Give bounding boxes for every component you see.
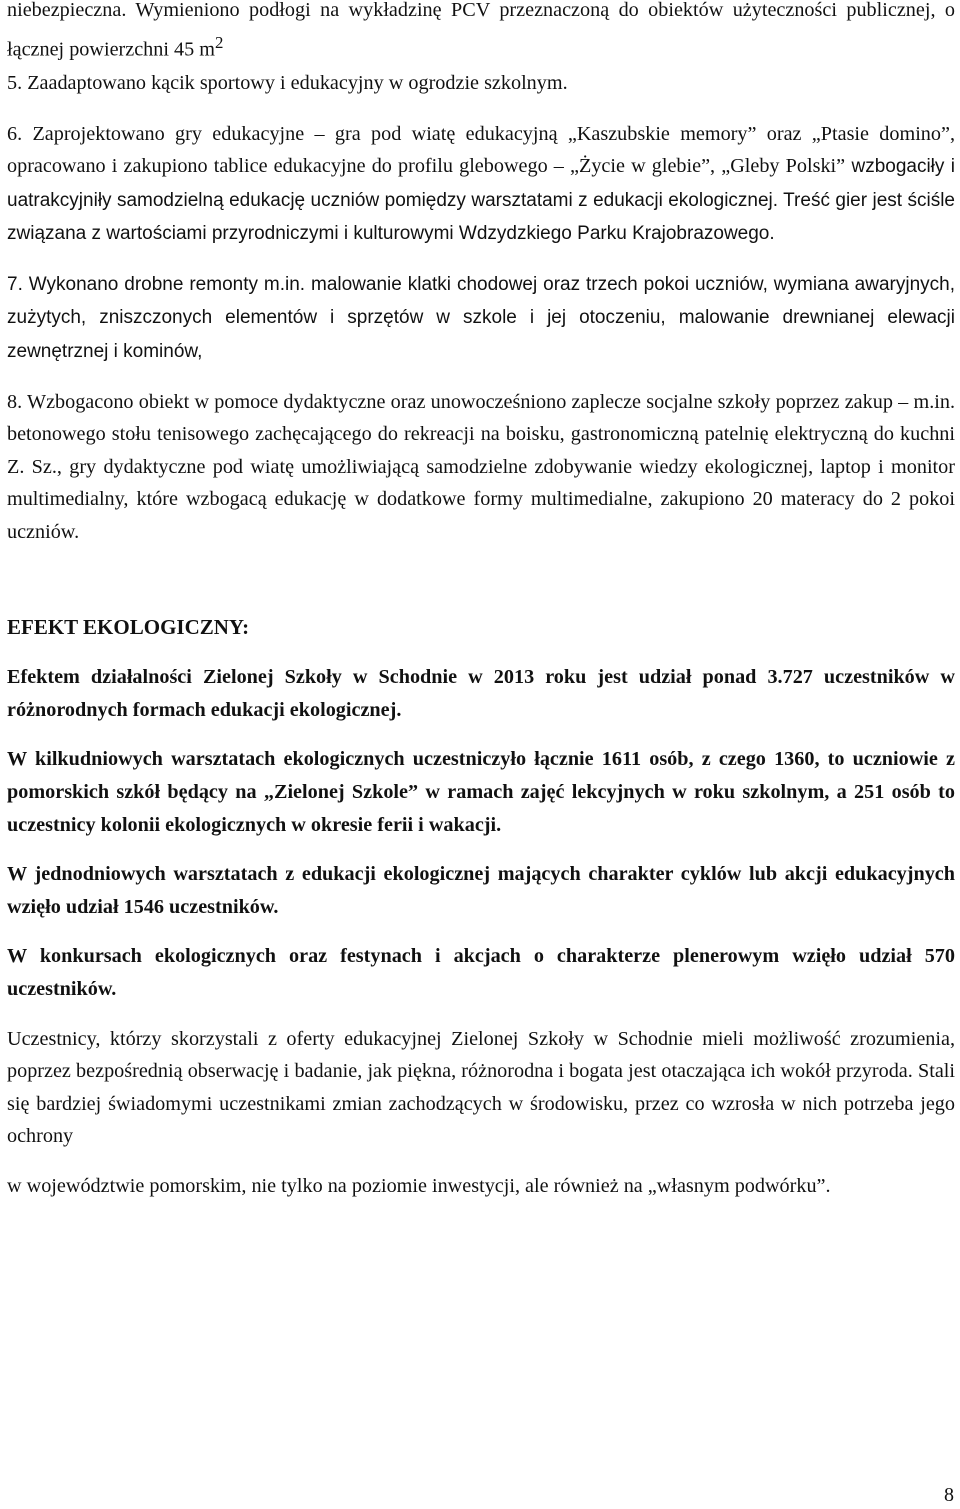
paragraph-item-6 bbox=[7, 118, 955, 251]
paragraph-participants-awareness bbox=[7, 1023, 955, 1153]
paragraph-intro bbox=[7, 0, 955, 66]
section-heading-eco-effect bbox=[7, 611, 955, 644]
paragraph-item-8 bbox=[7, 386, 955, 549]
text-run: W kilkudniowych warsztatach ekologicznych uczestniczyło łącznie 1611 osób, z czego 1360, to uczniowie z pomorskich szkół będący na „Zielonej Szkole” w ramach zajęć lekcyjnych w roku szkolnym, a 251 osób to uczestnicy kolonii ekologicznych w okresie ferii i wakacji. bbox=[7, 748, 955, 836]
page-number: 8 bbox=[944, 1484, 954, 1506]
text-run: 7. Wykonano drobne remonty m.in. bbox=[7, 273, 306, 295]
paragraph-eco-summary bbox=[7, 661, 955, 726]
text-run: Stali się bardziej świadomymi uczestnikami zmian zachodzących w środowisku, przez co wzrosła w nich potrzeba jego ochrony bbox=[7, 1060, 955, 1148]
paragraph-one-day-workshops bbox=[7, 858, 955, 923]
text-run: EFEKT EKOLOGICZNY: bbox=[7, 614, 250, 639]
text-run: W konkursach ekologicznych oraz festynach i akcjach o charakterze plenerowym wzięło udział 570 uczestników. bbox=[7, 945, 955, 1000]
text-run: wzbogaciły i uatrakcyjniły samodzielną edukację uczniów pomiędzy warsztatami z edukacji ekologicznej. bbox=[7, 156, 955, 211]
text-run: Efektem działalności Zielonej Szkoły w Schodnie w 2013 roku jest udział ponad 3.727 uczestników w różnorodnych formach edukacji ekologicznej. bbox=[7, 666, 955, 721]
text-run: w województwie pomorskim, nie tylko na poziomie inwestycji, ale również na „własnym podwórku”. bbox=[7, 1174, 831, 1197]
superscript-text: 2 bbox=[214, 32, 224, 52]
text-run: 6. Zaprojektowano gry edukacyjne – gra pod wiatę edukacyjną „Kaszubskie memory” oraz „Ptasie domino”, opracowano i zakupiono tablice edukacyjne do profilu glebowego – „Życie w glebie”, „Gleby Polski” bbox=[7, 122, 955, 178]
document-page bbox=[7, 0, 955, 1203]
paragraph-contests bbox=[7, 940, 955, 1005]
paragraph-item-7 bbox=[7, 268, 955, 369]
text-run: 8. Wzbogacono obiekt w pomoce dydaktyczne oraz unowocześniono zaplecze socjalne szkoły poprzez zakup – m.in. betonowego stołu tenisowego zachęcającego do rekreacji na boisku, gastronomiczną patelnię elektryczną do kuchni Z. Sz., gry dydaktyczne pod wiatę umożliwiającą samodzielne zdobywanie wiedzy ekologicznej, laptop i monitor multimedialny, które wzbogacą edukację w dodatkowe formy multimedialne, zakupiono 20 materacy do 2 pokoi uczniów. bbox=[7, 390, 955, 544]
text-run: Treść gier jest ściśle związana z wartościami przyrodniczymi i kulturowymi Wdzydzkiego Parku Krajobrazowego. bbox=[7, 189, 955, 245]
paragraph-multi-day-workshops bbox=[7, 743, 955, 841]
text-run: Uczestnicy, którzy skorzystali z oferty edukacyjnej Zielonej Szkoły w Schodnie mieli możliwość zrozumienia, poprzez bezpośrednią obserwację i badanie, jak piękna, różnorodna i bogata jest otaczająca ich wokół przyroda. bbox=[7, 1027, 955, 1083]
text-run: niebezpieczna. Wymieniono podłogi na wykładzinę PCV przeznaczoną do obiektów użyteczności publicznej, o łącznej powierzchni 45 m bbox=[7, 0, 955, 61]
paragraph-final bbox=[7, 1170, 955, 1203]
text-run: 5. Zaadaptowano kącik sportowy i edukacyjny w ogrodzie szkolnym. bbox=[7, 71, 568, 94]
text-run: W jednodniowych warsztatach z edukacji ekologicznej mających charakter cyklów lub akcji edukacyjnych wzięło udział 1546 uczestników. bbox=[7, 863, 955, 918]
paragraph-item-5 bbox=[7, 67, 955, 100]
text-run: malowanie klatki chodowej oraz trzech pokoi uczniów, wymiana awaryjnych, zużytych, zniszczonych elementów i sprzętów w szkole i jej otoczeniu, malowanie drewnianej elewacji zewnętrznej i kominów, bbox=[7, 273, 955, 363]
